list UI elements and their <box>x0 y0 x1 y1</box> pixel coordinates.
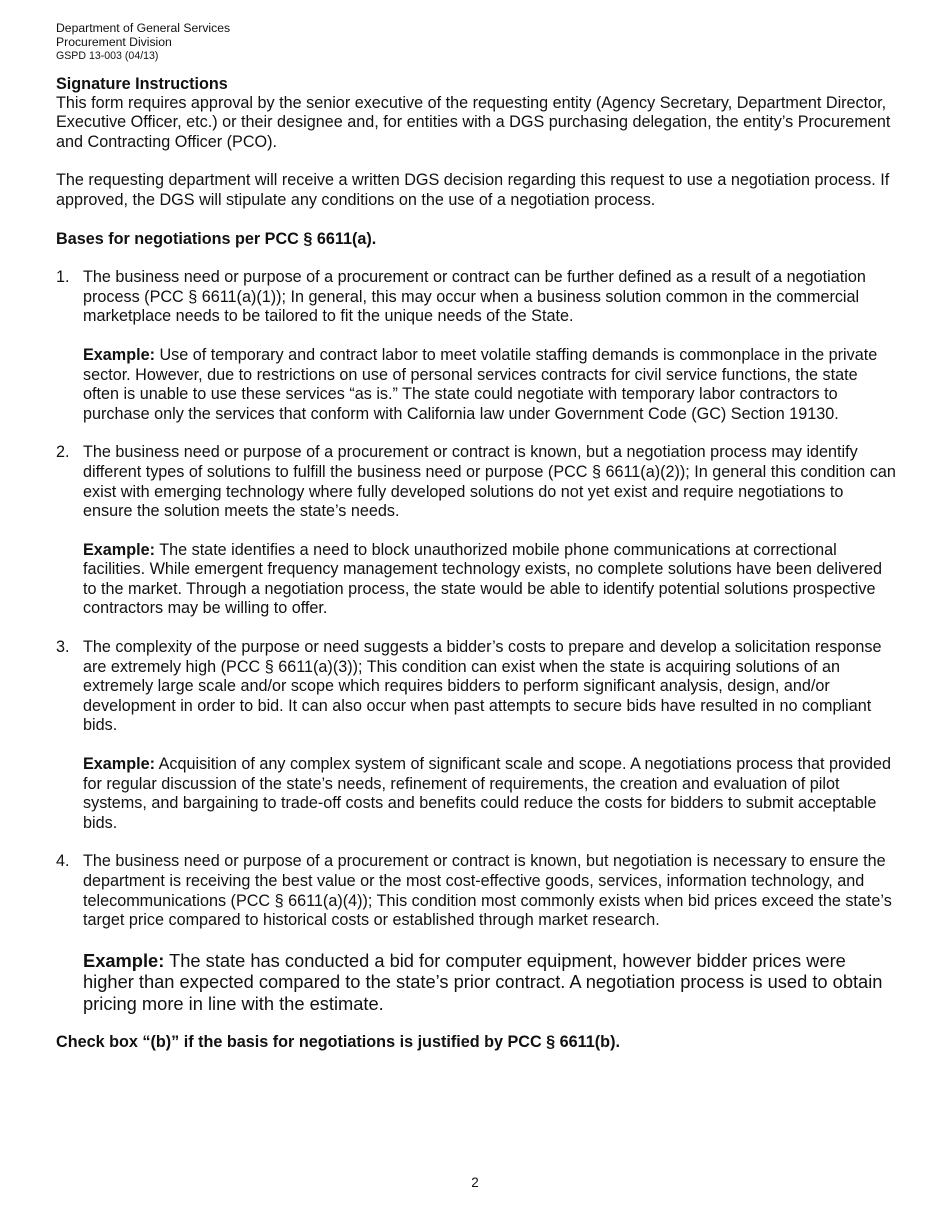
example-label: Example: <box>83 540 155 559</box>
signature-instructions-title: Signature Instructions <box>56 74 228 93</box>
example-label: Example: <box>83 949 165 971</box>
basis-item-number: 3. <box>56 638 70 657</box>
basis-item-1 <box>56 268 896 327</box>
basis-item-text: The business need or purpose of a procurement or contract is known, but negotiation is necessary to ensure the department is receiving the best value or the most cost-effective goods, services, information technology, and telecommunications (PCC § 6611(a)(4)); This condition most commonly exists when bid prices exceed the state’s target price compared to historical costs or established through market research. <box>83 852 892 930</box>
basis-item-4 <box>56 852 896 930</box>
basis-item-3 <box>56 638 896 736</box>
document-page <box>56 22 896 1053</box>
header-form-id: GSPD 13-003 (04/13) <box>56 49 159 62</box>
bases-title: Bases for negotiations per PCC § 6611(a). <box>56 229 377 248</box>
basis-example-2 <box>56 541 896 619</box>
example-text: The state identifies a need to block unauthorized mobile phone communications at correctional facilities. While emergent frequency management technology exists, no complete solutions have been delivered to the market. Through a negotiation process, the state would be able to identify potential solutions prospective contractors may be willing to offer. <box>83 540 883 618</box>
example-text: Acquisition of any complex system of significant scale and scope. A negotiations process that provided for regular discussion of the state’s needs, refinement of requirements, the creation and evaluation of pilot systems, and bargaining to trade-off costs and benefits could reduce the costs for bidders to submit acceptable bids. <box>83 755 892 832</box>
checkbox-b-note: Check box “(b)” if the basis for negotiations is justified by PCC § 6611(b). <box>56 1033 620 1052</box>
signature-paragraph-2: The requesting department will receive a written DGS decision regarding this request to use a negotiation process. If approved, the DGS will stipulate any conditions on the use of a negotiation process. <box>56 171 890 209</box>
basis-example-3 <box>56 755 896 833</box>
header-division: Procurement Division <box>56 34 172 49</box>
example-text: Use of temporary and contract labor to meet volatile staffing demands is commonplace in the private sector. However, due to restrictions on use of personal services contracts for civil service functions, the state often is unable to use these services “as is.” The state could negotiate with temporary labor contractors to purchase only the services that conform with California law under Government Code (GC) Section 19130. <box>83 345 878 423</box>
basis-item-2 <box>56 443 896 521</box>
basis-example-4 <box>56 950 896 1015</box>
example-label: Example: <box>83 755 155 774</box>
signature-paragraph-1: This form requires approval by the senior executive of the requesting entity (Agency Secretary, Department Director, Executive Officer, etc.) or their designee and, for entities with a DGS purchasing delegation, the entity’s Procurement and Contracting Officer (PCO). <box>56 93 891 151</box>
basis-item-number: 4. <box>56 852 70 871</box>
header-department: Department of General Services <box>56 21 231 35</box>
basis-item-text: The business need or purpose of a procurement or contract is known, but a negotiation process may identify different types of solutions to fulfill the business need or purpose (PCC § 6611(a)(2)); In general this condition can exist with emerging technology where fully developed solutions do not yet exist and require negotiations to ensure the solution meets the state’s needs. <box>83 443 896 521</box>
basis-item-text: The complexity of the purpose or need suggests a bidder’s costs to prepare and develop a solicitation response are extremely high (PCC § 6611(a)(3)); This condition can exist when the state is acquiring solutions of an extremely large scale and/or scope which requires bidders to perform significant analysis, design, and/or development in order to bid. It can also occur when past attempts to secure bids have resulted in no compliant bids. <box>83 638 882 735</box>
basis-item-number: 2. <box>56 443 70 462</box>
page-number: 2 <box>471 1175 479 1190</box>
basis-item-number: 1. <box>56 268 70 287</box>
example-text: The state has conducted a bid for computer equipment, however bidder prices were higher than expected compared to the state’s prior contract. A negotiation process is used to obtain pricing more in line with the estimate. <box>83 949 883 1014</box>
basis-item-text: The business need or purpose of a procurement or contract can be further defined as a result of a negotiation process (PCC § 6611(a)(1)); In general, this may occur when a business solution common in the commercial marketplace needs to be tailored to fit the unique needs of the State. <box>83 268 866 326</box>
basis-example-1 <box>56 346 896 424</box>
example-label: Example: <box>83 345 155 364</box>
